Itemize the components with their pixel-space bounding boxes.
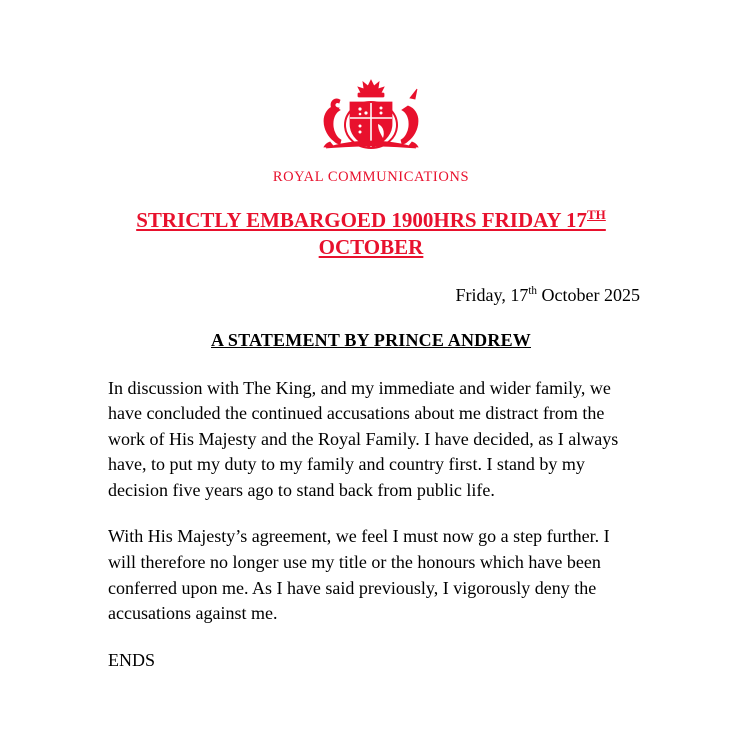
statement-paragraph-1: In discussion with The King, and my immediate and wider family, we have concluded the continued accusations about me distract from the work of His Majesty and the Royal Family. I have decided, as I always have, to put my duty to my family and country first. I stand by my decision five years ago to stand back from public life. [108, 377, 619, 500]
embargo-notice-line2: OCTOBER [318, 234, 424, 259]
date-suffix: October 2025 [537, 284, 640, 305]
date-ordinal: th [528, 284, 538, 297]
royal-coat-of-arms-crest-icon [310, 78, 432, 150]
crest-container [0, 0, 742, 155]
statement-body [0, 376, 742, 673]
statement-paragraph-2: With His Majesty’s agreement, we feel I must now go a step further. I will therefore no longer use my title or the honours which have been conferred upon me. As I have said previously, I vigorously deny the accusations against me. [108, 526, 610, 624]
embargo-notice-line1: STRICTLY EMBARGOED 1900HRS FRIDAY 17 [136, 208, 587, 232]
date-prefix: Friday, 17 [455, 284, 529, 305]
embargo-notice-ordinal: TH [587, 207, 606, 222]
statement-ends: ENDS [108, 649, 156, 670]
date-line [0, 285, 742, 306]
embargo-notice [91, 207, 651, 261]
statement-title: A STATEMENT BY PRINCE ANDREW [211, 329, 531, 350]
organisation-name: ROYAL COMMUNICATIONS [272, 169, 470, 185]
